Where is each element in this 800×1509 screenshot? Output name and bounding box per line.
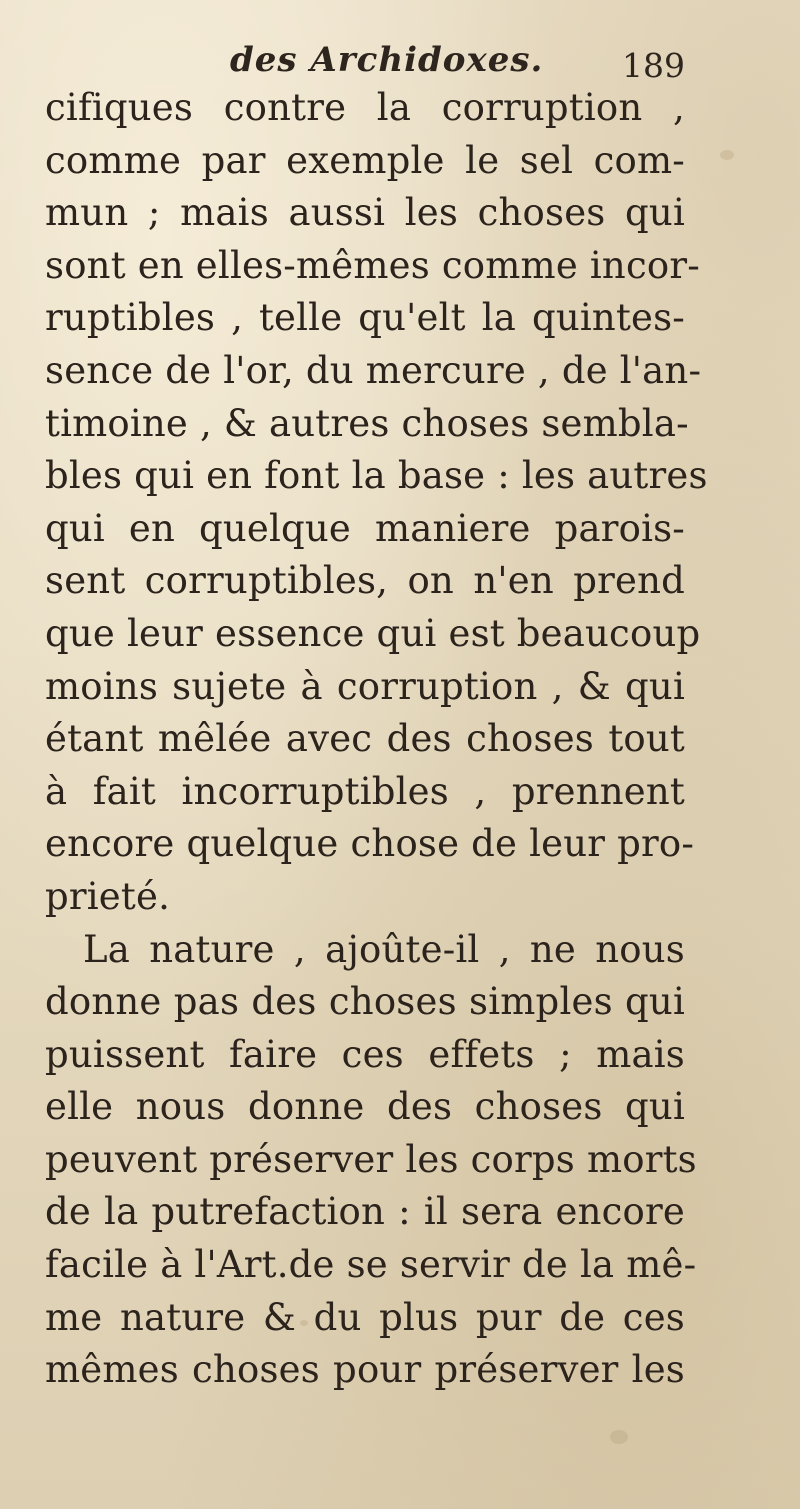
text-line: ruptibles , telle qu'elt la quintes- bbox=[45, 296, 685, 340]
text-line: peuvent préserver les corps morts bbox=[45, 1137, 697, 1181]
paragraph-start-line: La nature , ajoûte-il , ne nous bbox=[83, 927, 685, 971]
text-line: qui en quelque maniere parois- bbox=[45, 506, 685, 550]
text-line: me nature & du plus pur de ces bbox=[45, 1295, 685, 1339]
text-line: que leur essence qui est beaucoup bbox=[45, 611, 701, 655]
paper-stain bbox=[720, 150, 734, 160]
text-line: sont en elles-mêmes comme incor- bbox=[45, 243, 700, 287]
text-line: puissent faire ces effets ; mais bbox=[45, 1032, 685, 1076]
text-line: mêmes choses pour préserver les bbox=[45, 1348, 685, 1392]
text-line: mun ; mais aussi les choses qui bbox=[45, 191, 685, 235]
text-line: comme par exemple le sel com- bbox=[45, 138, 685, 182]
text-line: cifiques contre la corruption , bbox=[45, 86, 685, 129]
page-number: 189 bbox=[622, 46, 685, 85]
text-line: prieté. bbox=[45, 874, 171, 918]
body-text bbox=[45, 82, 708, 1397]
text-line: bles qui en font la base : les autres bbox=[45, 454, 708, 498]
text-line: sent corruptibles, on n'en prend bbox=[45, 559, 685, 603]
text-line: de la putrefaction : il sera encore bbox=[45, 1190, 685, 1234]
text-line: moins sujete à corruption , & qui bbox=[45, 664, 685, 708]
text-line: encore quelque chose de leur pro- bbox=[45, 822, 695, 866]
text-line: étant mêlée avec des choses tout bbox=[45, 717, 685, 761]
text-line: sence de l'or, du mercure , de l'an- bbox=[45, 348, 702, 392]
paper-stain bbox=[610, 1430, 628, 1444]
text-line: donne pas des choses simples qui bbox=[45, 980, 685, 1024]
text-line: à fait incorruptibles , prennent bbox=[45, 769, 685, 813]
text-line: timoine , & autres choses sembla- bbox=[45, 401, 689, 445]
running-title: des Archidoxes. bbox=[230, 40, 544, 80]
text-line: elle nous donne des choses qui bbox=[45, 1085, 685, 1129]
text-line: facile à l'Art.de se servir de la mê- bbox=[45, 1243, 697, 1287]
